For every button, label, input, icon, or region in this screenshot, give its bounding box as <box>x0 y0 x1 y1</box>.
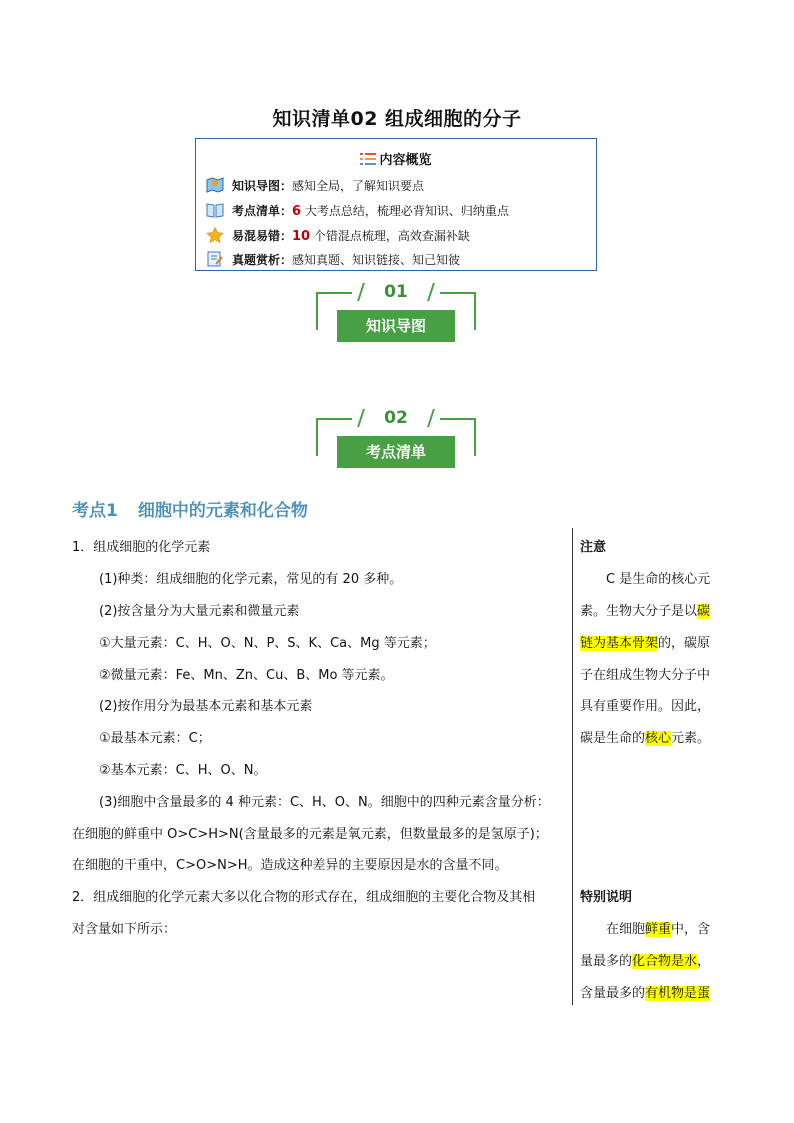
main-text-line: ①大量元素：C、H、O、N、P、S、K、Ca、Mg 等元素； <box>99 636 436 651</box>
note-line: 素。生物大分子是以碳 <box>580 604 711 619</box>
special-line: 在细胞鲜重中，含 <box>606 922 711 937</box>
note-line: 碳是生命的核心元素。 <box>580 731 711 746</box>
main-text-line: 对含量如下所示： <box>72 922 177 937</box>
overview-heading: 内容概览 <box>379 153 432 168</box>
main-text-line: 1．组成细胞的化学元素 <box>72 540 211 555</box>
section-number: 01 <box>384 282 408 302</box>
page-title: 知识清单02 组成细胞的分子 <box>272 108 522 130</box>
list-icon <box>360 153 376 165</box>
content-overview-box <box>195 138 597 271</box>
note-line: 子在组成生物大分子中 <box>580 668 711 683</box>
overview-row: 知识导图：感知全局，了解知识要点 <box>206 177 424 194</box>
main-text-line: 在细胞的鲜重中 O>C>H>N(含量最多的元素是氧元素，但数量最多的是氢原子)； <box>72 827 548 842</box>
map-icon <box>206 177 224 193</box>
special-line: 含量最多的有机物是蛋 <box>580 986 711 1001</box>
main-text-line: (1)种类：组成细胞的化学元素，常见的有 20 多种。 <box>99 572 403 587</box>
section-label: 知识导图 <box>337 310 455 342</box>
main-text-line: ①最基本元素：C； <box>99 731 211 746</box>
main-text-line: ②基本元素：C、H、O、N。 <box>99 763 267 778</box>
note-line: C 是生命的核心元 <box>606 572 711 587</box>
section-01-banner <box>316 283 476 348</box>
note-line: 具有重要作用。因此， <box>580 699 711 714</box>
special-line: 量最多的化合物是水， <box>580 954 711 969</box>
column-divider <box>572 528 573 1005</box>
main-text-line: ②微量元素：Fe、Mn、Zn、Cu、B、Mo 等元素。 <box>99 668 394 683</box>
main-text-line: (2)按作用分为最基本元素和基本元素 <box>99 699 313 714</box>
section-label: 考点清单 <box>337 436 455 468</box>
overview-row: 考点清单：6 大考点总结，梳理必背知识、归纳重点 <box>206 202 509 219</box>
star-icon <box>206 227 224 243</box>
overview-row: 易混易错：10 个错混点梳理，高效查漏补缺 <box>206 227 470 244</box>
special-title: 特别说明 <box>580 890 633 905</box>
section-02-banner <box>316 409 476 474</box>
section-number: 02 <box>384 408 408 428</box>
main-text-line: 在细胞的干重中，C>O>N>H。造成这种差异的主要原因是水的含量不同。 <box>72 858 508 873</box>
exam-icon <box>206 251 224 267</box>
main-text-line: (2)按含量分为大量元素和微量元素 <box>99 604 300 619</box>
main-text-line: 2．组成细胞的化学元素大多以化合物的形式存在，组成细胞的主要化合物及其相 <box>72 890 536 905</box>
note-title: 注意 <box>580 540 607 555</box>
main-text-line: (3)细胞中含量最多的 4 种元素：C、H、O、N。细胞中的四种元素含量分析： <box>99 795 550 810</box>
note-line: 链为基本骨架的，碳原 <box>580 636 711 651</box>
overview-row: 真题赏析：感知真题、知识链接、知己知彼 <box>206 251 460 268</box>
kaodian-heading: 考点1 细胞中的元素和化合物 <box>72 501 308 521</box>
book-icon <box>206 202 224 218</box>
